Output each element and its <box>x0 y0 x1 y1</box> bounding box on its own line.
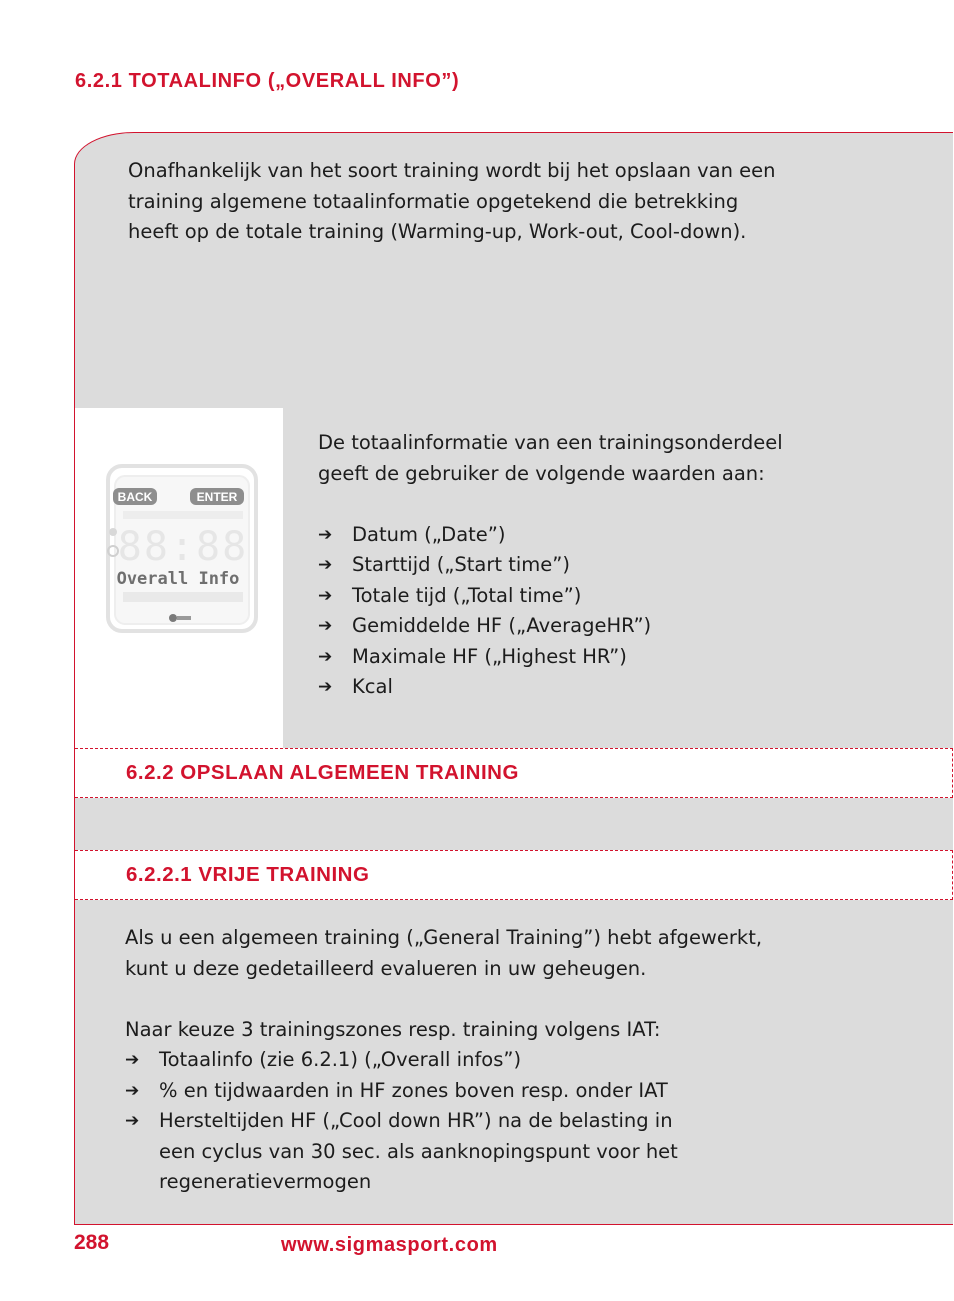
arrow-right-icon: ➔ <box>318 524 333 545</box>
list-item-continuation: regeneratievermogen <box>159 1170 372 1193</box>
arrow-right-icon: ➔ <box>318 646 333 667</box>
paragraph-line: Als u een algemeen training („General Training”) hebt afgewerkt, <box>125 926 763 949</box>
arrow-right-icon: ➔ <box>125 1080 140 1101</box>
free-training-list <box>125 1045 865 1198</box>
back-button-label: BACK <box>117 490 153 504</box>
list-item: ➔ % en tijdwaarden in HF zones boven resp. onder IAT <box>125 1076 865 1107</box>
enter-button-label: ENTER <box>196 490 238 504</box>
arrow-right-icon: ➔ <box>318 616 333 636</box>
device-display-text: Overall Info <box>116 569 240 589</box>
list-item: ➔ Totale tijd („Total time”) <box>318 581 878 612</box>
arrow-right-icon: ➔ <box>318 585 333 606</box>
footer-url[interactable]: www.sigmasport.com <box>281 1234 498 1256</box>
overview-line: geeft de gebruiker de volgende waarden aan: <box>318 461 765 485</box>
brand-logo-icon <box>169 614 177 622</box>
subsection-heading: 6.2.2.1 VRIJE TRAINING <box>126 863 370 886</box>
arrow-right-icon: ➔ <box>318 677 333 697</box>
list-lead: Naar keuze 3 trainingszones resp. training volgens IAT: <box>125 1017 661 1041</box>
subsection-heading-band <box>75 850 953 900</box>
arrow-right-icon: ➔ <box>125 1050 140 1070</box>
page-title: 6.2.1 TOTAALINFO („OVERALL INFO”) <box>75 70 460 92</box>
intro-paragraph <box>128 156 848 248</box>
device-image-box <box>75 408 283 749</box>
intro-line: Onafhankelijk van het soort training wordt bij het opslaan van een <box>128 159 776 182</box>
arrow-right-icon: ➔ <box>125 1111 140 1131</box>
page-number: 288 <box>74 1231 110 1254</box>
list-item: ➔ Kcal <box>318 672 878 703</box>
free-training-paragraph <box>125 923 865 1198</box>
paragraph-line: kunt u deze gedetailleerd evalueren in uw geheugen. <box>125 956 647 980</box>
list-item: ➔ Hersteltijden HF („Cool down HR”) na de belasting in <box>125 1106 865 1137</box>
arrow-right-icon: ➔ <box>318 555 333 575</box>
heart-icon <box>109 528 117 536</box>
section-heading: 6.2.2 OPSLAAN ALGEMEEN TRAINING <box>126 761 519 784</box>
list-item: ➔ Totaalinfo (zie 6.2.1) („Overall infos”) <box>125 1045 865 1076</box>
overview-paragraph <box>318 428 878 703</box>
overview-list <box>318 520 878 703</box>
list-item: ➔ Datum („Date”) <box>318 520 878 551</box>
device-digits: 88:88 <box>117 524 249 570</box>
intro-line: heeft op de totale training (Warming-up, Work-out, Cool-down). <box>128 220 747 243</box>
list-item: ➔ Maximale HF („Highest HR”) <box>318 642 878 673</box>
section-heading-band <box>75 748 953 798</box>
device-display-image <box>75 408 283 749</box>
overview-line: De totaalinformatie van een trainingsonderdeel <box>318 431 783 454</box>
list-item: ➔ Starttijd („Start time”) <box>318 550 878 581</box>
list-item: ➔ Gemiddelde HF („AverageHR”) <box>318 611 878 642</box>
list-item-continuation: een cyclus van 30 sec. als aanknopingspunt voor het <box>159 1139 678 1163</box>
intro-line: training algemene totaalinformatie opgetekend die betrekking <box>128 189 739 213</box>
